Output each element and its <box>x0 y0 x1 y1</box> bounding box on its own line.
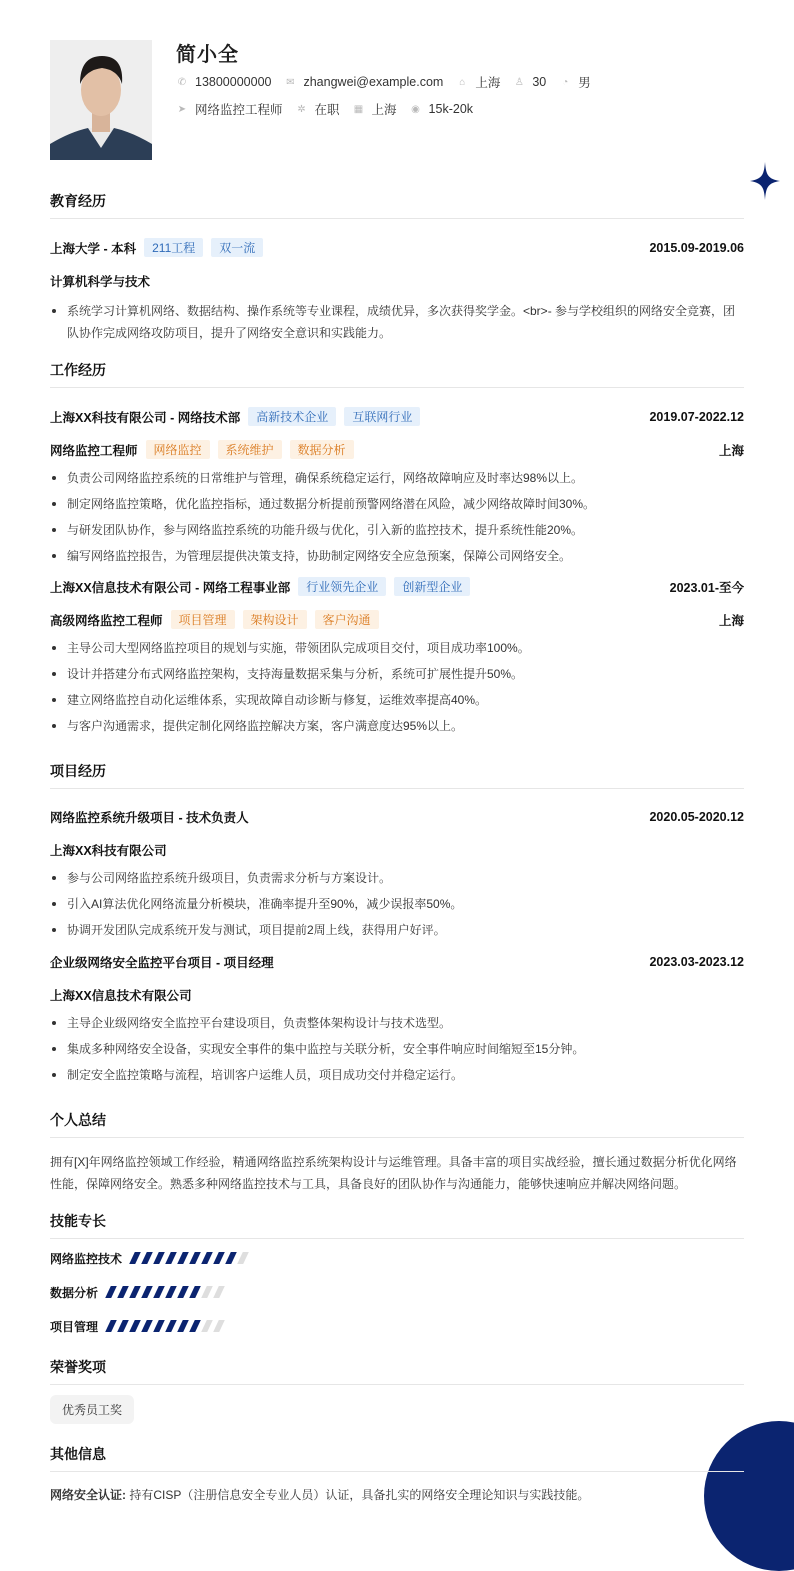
status-icon: ✲ <box>297 103 306 115</box>
company-tag: 互联网行业 <box>344 407 420 426</box>
summary-section <box>50 1110 744 1195</box>
company-tag: 创新型企业 <box>394 577 470 596</box>
skill-tag: 客户沟通 <box>315 610 379 629</box>
job-intention-row <box>176 100 486 118</box>
section-title: 项目经历 <box>50 761 744 789</box>
section-title: 其他信息 <box>50 1444 744 1472</box>
project-name: 网络监控系统升级项目 - 技术负责人 <box>50 811 249 825</box>
skill-row <box>50 1251 744 1265</box>
school-tag: 双一流 <box>211 238 263 257</box>
school-name: 上海大学 - 本科 <box>50 241 137 256</box>
project-row <box>50 953 744 971</box>
decorative-corner-top-left <box>0 118 50 238</box>
skill-tag: 架构设计 <box>243 610 307 629</box>
list-item: 负责公司网络监控系统的日常维护与管理，确保系统稳定运行，网络故障响应及时率达98%以上。 <box>50 467 744 489</box>
skill-level-segment <box>225 1252 237 1264</box>
skill-row <box>50 1319 744 1333</box>
skill-level-segment <box>129 1286 141 1298</box>
project-org: 上海XX信息技术有限公司 <box>50 989 192 1003</box>
candidate-name: 简小全 <box>176 44 239 66</box>
skill-level-segment <box>213 1320 225 1332</box>
gender-icon: ◔ <box>562 76 569 88</box>
section-title: 工作经历 <box>50 360 744 388</box>
job-city: 上海 <box>718 613 744 628</box>
list-item: 集成多种网络安全设备，实现安全事件的集中监控与关联分析，安全事件响应时间缩短至15分钟。 <box>50 1038 744 1060</box>
phone-icon: ✆ <box>177 76 187 88</box>
project-name: 企业级网络安全监控平台项目 - 项目经理 <box>50 956 274 970</box>
skill-level-segment <box>117 1286 129 1298</box>
list-item: 主导公司大型网络监控项目的规划与实施，带领团队完成项目交付，项目成功率100%。 <box>50 637 744 659</box>
project-row <box>50 808 744 826</box>
summary-text: 拥有[X]年网络监控领域工作经验，精通网络监控系统架构设计与运维管理。具备丰富的项目实战经验，擅长通过数据分析优化网络性能，保障网络安全。熟悉多种网络监控技术与工具，具备良好的团队协作与沟通能力，能够快速响应并解决网络问题。 <box>50 1155 737 1191</box>
school-tag: 211工程 <box>144 238 203 257</box>
education-section <box>50 191 744 348</box>
awards-section <box>50 1357 744 1424</box>
job-date: 2023.01-至今 <box>669 580 744 595</box>
job-value: 网络监控工程师 <box>195 103 283 117</box>
mail-icon: ✉ <box>286 76 295 88</box>
company-name: 上海XX科技有限公司 - 网络技术部 <box>50 410 241 425</box>
skill-level-bar <box>132 1252 252 1264</box>
other-section <box>50 1444 744 1506</box>
list-item: 系统学习计算机网络、数据结构、操作系统等专业课程，成绩优异，多次获得奖学金。<br>- 参与学校组织的网络安全竞赛，团队协作完成网络攻防项目，提升了网络安全意识和实践能力。 <box>50 300 744 344</box>
skill-level-segment <box>189 1286 201 1298</box>
skill-name: 网络监控技术 <box>50 1251 123 1266</box>
skill-name: 数据分析 <box>50 1285 99 1300</box>
skill-level-segment <box>201 1252 213 1264</box>
skill-level-segment <box>165 1320 177 1332</box>
job-company-row <box>50 577 744 596</box>
skill-level-segment <box>177 1320 189 1332</box>
list-item: 引入AI算法优化网络流量分析模块，准确率提升至90%，减少误报率50%。 <box>50 893 744 915</box>
award-badge: 优秀员工奖 <box>50 1395 134 1424</box>
age-icon: ♙ <box>514 76 524 88</box>
section-title: 技能专长 <box>50 1211 744 1239</box>
company-name: 上海XX信息技术有限公司 - 网络工程事业部 <box>50 580 291 595</box>
skill-level-segment <box>189 1320 201 1332</box>
contact-row <box>176 73 604 91</box>
job-city: 上海 <box>718 443 744 458</box>
skill-level-segment <box>153 1320 165 1332</box>
building-icon: ▦ <box>353 103 364 115</box>
skill-level-bar <box>108 1320 228 1332</box>
education-row <box>50 238 744 257</box>
skill-level-segment <box>201 1286 213 1298</box>
major: 计算机科学与技术 <box>50 275 151 289</box>
skill-level-segment <box>117 1320 129 1332</box>
home-icon: ⌂ <box>459 76 466 88</box>
email-value: zhangwei@example.com <box>303 75 444 89</box>
skill-tag: 系统维护 <box>218 440 282 459</box>
section-title: 个人总结 <box>50 1110 744 1138</box>
skills-section <box>50 1211 744 1333</box>
skill-level-segment <box>213 1286 225 1298</box>
other-text: 持有CISP（注册信息安全专业人员）认证，具备扎实的网络安全理论知识与实践技能。 <box>129 1488 590 1502</box>
city-value: 上海 <box>475 76 501 90</box>
list-item: 与研发团队协作，参与网络监控系统的功能升级与优化，引入新的监控技术，提升系统性能20%。 <box>50 519 744 541</box>
project-org: 上海XX科技有限公司 <box>50 844 167 858</box>
status-value: 在职 <box>314 103 340 117</box>
project-date: 2020.05-2020.12 <box>649 810 744 824</box>
skill-level-segment <box>189 1252 201 1264</box>
other-label: 网络安全认证: <box>50 1488 126 1502</box>
education-date: 2015.09-2019.06 <box>649 240 744 255</box>
salary-value: 15k-20k <box>428 102 474 116</box>
gender-value: 男 <box>578 76 591 90</box>
list-item: 设计并搭建分布式网络监控架构，支持海量数据采集与分析，系统可扩展性提升50%。 <box>50 663 744 685</box>
phone-value: 13800000000 <box>195 75 272 89</box>
skill-row <box>50 1285 744 1299</box>
skill-level-segment <box>141 1252 153 1264</box>
skill-level-segment <box>213 1252 225 1264</box>
other-info <box>50 1484 744 1506</box>
list-item: 协调开发团队完成系统开发与测试，项目提前2周上线，获得用户好评。 <box>50 919 744 941</box>
list-item: 制定网络监控策略，优化监控指标，通过数据分析提前预警网络潜在风险，减少网络故障时间30%。 <box>50 493 744 515</box>
skill-level-segment <box>153 1252 165 1264</box>
company-tag: 行业领先企业 <box>298 577 386 596</box>
work-section <box>50 360 744 741</box>
send-icon: ➤ <box>177 103 187 115</box>
skill-level-segment <box>141 1286 153 1298</box>
projects-section <box>50 761 744 1090</box>
age-value: 30 <box>532 75 547 89</box>
list-item: 参与公司网络监控系统升级项目，负责需求分析与方案设计。 <box>50 867 744 889</box>
list-item: 主导企业级网络安全监控平台建设项目，负责整体架构设计与技术选型。 <box>50 1012 744 1034</box>
skill-level-segment <box>129 1320 141 1332</box>
list-item: 制定安全监控策略与流程，培训客户运维人员，项目成功交付并稳定运行。 <box>50 1064 744 1086</box>
skill-level-segment <box>177 1286 189 1298</box>
skill-level-segment <box>177 1252 189 1264</box>
skill-level-segment <box>165 1286 177 1298</box>
list-item: 编写网络监控报告，为管理层提供决策支持，协助制定网络安全应急预案，保障公司网络安全。 <box>50 545 744 567</box>
list-item: 建立网络监控自动化运维体系，实现故障自动诊断与修复，运维效率提高40%。 <box>50 689 744 711</box>
skill-level-segment <box>105 1320 117 1332</box>
sparkle-icon <box>750 162 780 200</box>
job-position-row <box>50 610 744 629</box>
skill-tag: 网络监控 <box>146 440 210 459</box>
skill-level-segment <box>201 1320 213 1332</box>
skill-name: 项目管理 <box>50 1319 99 1334</box>
job-date: 2019.07-2022.12 <box>649 409 744 424</box>
job-company-row <box>50 407 744 426</box>
salary-icon: ◉ <box>411 103 420 115</box>
skill-level-segment <box>165 1252 177 1264</box>
company-tag: 高新技术企业 <box>248 407 336 426</box>
skill-level-segment <box>141 1320 153 1332</box>
skill-tag: 数据分析 <box>290 440 354 459</box>
target-city-value: 上海 <box>371 103 397 117</box>
avatar <box>50 40 152 160</box>
skill-level-bar <box>108 1286 228 1298</box>
list-item: 与客户沟通需求，提供定制化网络监控解决方案，客户满意度达95%以上。 <box>50 715 744 737</box>
position-name: 高级网络监控工程师 <box>50 613 163 628</box>
section-title: 教育经历 <box>50 191 744 219</box>
resume-header <box>50 40 744 160</box>
position-name: 网络监控工程师 <box>50 443 138 458</box>
skill-level-segment <box>105 1286 117 1298</box>
job-position-row <box>50 440 744 459</box>
skill-level-segment <box>237 1252 249 1264</box>
skill-level-segment <box>129 1252 141 1264</box>
skill-level-segment <box>153 1286 165 1298</box>
project-date: 2023.03-2023.12 <box>649 955 744 969</box>
section-title: 荣誉奖项 <box>50 1357 744 1385</box>
skill-tag: 项目管理 <box>171 610 235 629</box>
